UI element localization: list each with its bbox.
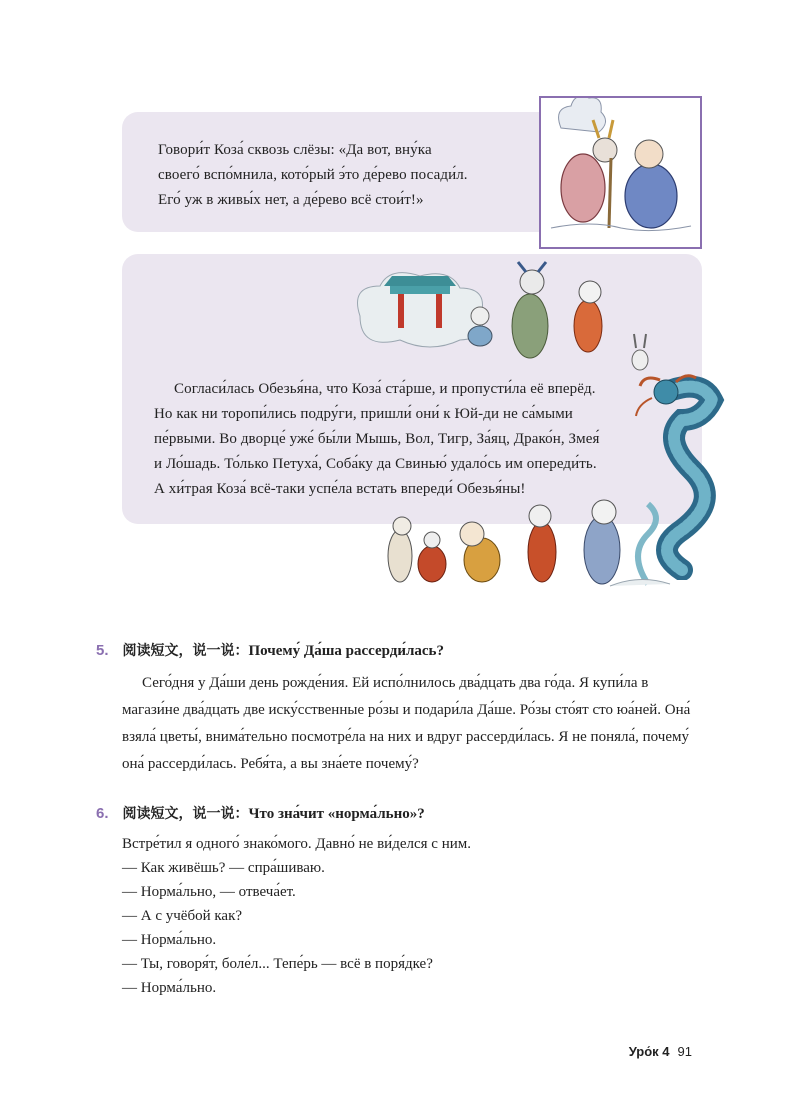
story-line: А хи́трая Коза́ всё-таки успе́ла встать впереди́ Обезья́ны! <box>154 481 526 497</box>
exercise-question: Что зна́чит «норма́льно»? <box>248 806 425 822</box>
page-number: 91 <box>677 1044 692 1059</box>
dialogue-line: — Как живёшь? — спра́шиваю. <box>122 860 325 876</box>
exercise-6-heading <box>96 803 425 823</box>
exercise-5-paragraph: Сего́дня у Да́ши день рожде́ния. Ей испо́лнилось два́дцать два го́да. Я купи́ла в магази́не два́дцать две иску́сственные ро́зы и подари́ла Да́ше. Ро́зы сто́ят сто юа́ней. Она́ взяла́ цветы́, внима́тельно посмотре́ла на них и вдруг рассерди́лась. Я не поняла́, почему́ она́ рассерди́лась. Ребя́та, а вы зна́ете почему́? <box>122 675 691 772</box>
exercise-5-heading <box>96 640 444 660</box>
story-line: Согласи́лась Обезья́на, что Коза́ ста́рше, и пропусти́ла её вперёд. <box>174 381 596 397</box>
dialogue-line: — Норма́льно, — отвеча́ет. <box>122 884 296 900</box>
story-line: и Ло́шадь. То́лько Петуха́, Соба́ку да Свинью́ удало́сь им опереди́ть. <box>154 456 597 472</box>
dialogue-line: — А с учёбой как? <box>122 908 243 924</box>
lesson-label: Уро́к 4 <box>628 1044 670 1059</box>
exercise-number: 5. <box>96 642 109 659</box>
goat-monkey-illustration <box>539 96 702 249</box>
exercise-instruction: 阅读短文，说一说： <box>122 643 249 659</box>
story-line: Его́ уж в живы́х нет, а де́рево всё стои́т!» <box>158 192 424 208</box>
exercise-instruction: 阅读短文，说一说： <box>122 806 249 822</box>
story-line: Но как ни торопи́лись подру́ги, пришли́ они́ к Юй-ди не са́мыми <box>154 406 573 422</box>
procession-top-illustration <box>350 256 670 376</box>
exercise-question: Почему́ Да́ша рассерди́лась? <box>248 643 444 659</box>
page-footer <box>629 1044 692 1059</box>
dialogue-line: — Норма́льно. <box>122 980 217 996</box>
exercise-number: 6. <box>96 805 109 822</box>
story-line: своего́ вспо́мнила, кото́рый э́то де́рево посади́л. <box>158 167 468 183</box>
story-text-monkey <box>154 377 694 502</box>
dialogue-line: — Ты, говоря́т, боле́л... Тепе́рь — всё в поря́дке? <box>122 956 433 972</box>
story-line: пе́рвыми. Во дворце́ уже́ бы́ли Мышь, Вол, Тигр, За́яц, Драко́н, Змея́ <box>154 431 600 447</box>
exercise-6-dialogue <box>122 832 471 1000</box>
story-box-goat <box>122 112 562 232</box>
procession-bottom-illustration <box>380 494 680 594</box>
story-line: Говори́т Коза́ сквозь слёзы: «Да вот, вну́ка <box>158 142 432 158</box>
dialogue-line: — Норма́льно. <box>122 932 217 948</box>
story-text-goat <box>158 138 558 213</box>
dialogue-line: Встре́тил я одного́ знако́мого. Давно́ не ви́делся с ним. <box>122 836 471 852</box>
